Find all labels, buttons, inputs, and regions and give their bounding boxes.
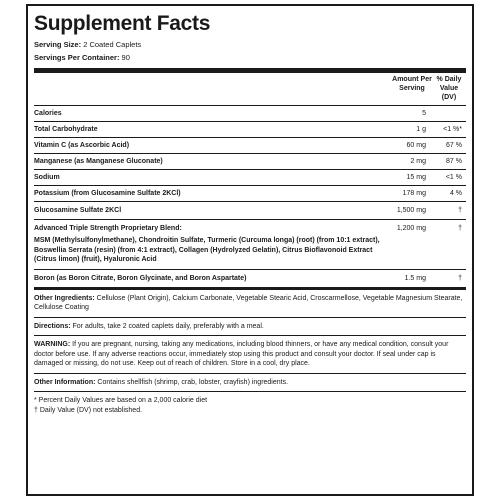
- blend-row: [34, 219, 466, 269]
- nutrient-name: Sodium: [34, 174, 60, 181]
- panel-title: Supplement Facts: [34, 12, 211, 35]
- directions: [34, 317, 466, 336]
- nutrient-amount: 5: [422, 110, 426, 117]
- servings-per-container: [34, 51, 466, 64]
- footnote-daily-values: * Percent Daily Values are based on a 2,000 calorie diet: [34, 397, 208, 404]
- nutrient-row: [34, 105, 466, 121]
- nutrient-dv: <1 %*: [443, 126, 462, 133]
- footnote-dv-not-established: † Daily Value (DV) not established.: [34, 407, 143, 414]
- blend-dv: †: [458, 225, 462, 232]
- nutrient-dv: †: [458, 207, 462, 214]
- nutrient-row: [34, 269, 466, 287]
- column-header: [34, 73, 466, 105]
- nutrient-name: Calories: [34, 110, 62, 117]
- nutrient-name: Manganese (as Manganese Gluconate): [34, 158, 163, 165]
- nutrient-name: Potassium (from Glucosamine Sulfate 2KCl): [34, 190, 181, 197]
- directions-text: For adults, take 2 coated caplets daily, preferably with a meal.: [72, 322, 264, 330]
- nutrient-name: Boron (as Boron Citrate, Boron Glycinate, and Boron Aspartate): [34, 274, 247, 282]
- nutrient-amount: 60 mg: [406, 142, 426, 149]
- nutrient-amount: 1.5 mg: [404, 274, 426, 282]
- servings-value: 90: [121, 53, 130, 62]
- footnotes: [34, 391, 466, 420]
- nutrient-row: [34, 137, 466, 153]
- nutrient-dv: [432, 109, 466, 118]
- nutrient-row: [34, 153, 466, 169]
- blend-title: Advanced Triple Strength Proprietary Blend:: [34, 225, 182, 232]
- nutrient-amount: 2 mg: [410, 158, 426, 165]
- serving-size: [34, 38, 466, 51]
- other-info-label: Other Information:: [34, 378, 96, 386]
- other-information: [34, 373, 466, 392]
- other-ingredients-text: Cellulose (Plant Origin), Calcium Carbonate, Vegetable Stearic Acid, Croscarmellose, Vegetable Magnesium Stearate, Cellulose Coating: [34, 294, 463, 311]
- nutrient-dv: 67 %: [446, 142, 462, 149]
- nutrient-dv: 87 %: [446, 158, 462, 165]
- warning: [34, 335, 466, 373]
- directions-label: Directions:: [34, 322, 71, 330]
- blend-amount: 1,200 mg: [396, 225, 426, 232]
- nutrient-row: [34, 201, 466, 219]
- serving-size-label: Serving Size:: [34, 40, 82, 49]
- nutrient-row: [34, 185, 466, 201]
- nutrient-amount: 1 g: [416, 126, 426, 133]
- nutrient-dv: †: [458, 274, 462, 282]
- nutrient-row: [34, 169, 466, 185]
- nutrient-rows: [34, 105, 466, 287]
- other-ingredients-label: Other Ingredients:: [34, 294, 95, 302]
- warning-text: If you are pregnant, nursing, taking any medications, including blood thinners, or have any medical condition, consult your doctor before use. If any adverse reactions occur, immediately stop using this product and consult your doctor. If seal under cap is damaged or missing, do not use. Keep out of reach of children. Store in a cool, dry place.: [34, 341, 449, 367]
- other-ingredients: [34, 290, 466, 317]
- nutrient-name: Vitamin C (as Ascorbic Acid): [34, 142, 130, 149]
- blend-text: [34, 224, 392, 265]
- supplement-facts-panel: [26, 4, 474, 496]
- other-info-text: Contains shellfish (shrimp, crab, lobster, crayfish) ingredients.: [97, 378, 289, 386]
- serving-size-value: 2 Coated Caplets: [83, 40, 142, 49]
- warning-label: WARNING:: [34, 341, 71, 348]
- nutrient-amount: 1,500 mg: [396, 207, 426, 214]
- dv-header: % Daily Value (DV): [436, 76, 462, 101]
- nutrient-row: [34, 121, 466, 137]
- nutrient-name: Total Carbohydrate: [34, 126, 98, 133]
- servings-label: Servings Per Container:: [34, 53, 120, 62]
- nutrient-amount: 178 mg: [402, 190, 426, 197]
- blend-ingredients: MSM (Methylsulfonylmethane), Chondroitin Sulfate, Turmeric (Curcuma longa) (root) (from 10:1 extract), Boswellia Serrata (resin) (from 4:1 extract), Collagen (Hydrolyzed Gelatin), Citrus Bioflavonoid Extract (Citrus limon) (fruit), Hyaluronic Acid: [34, 237, 380, 263]
- nutrient-dv: <1 %: [445, 174, 462, 181]
- nutrient-dv: 4 %: [449, 190, 462, 197]
- amount-header: Amount Per Serving: [392, 76, 432, 92]
- nutrient-name: Glucosamine Sulfate 2KCl: [34, 207, 122, 214]
- nutrient-amount: 15 mg: [406, 174, 426, 181]
